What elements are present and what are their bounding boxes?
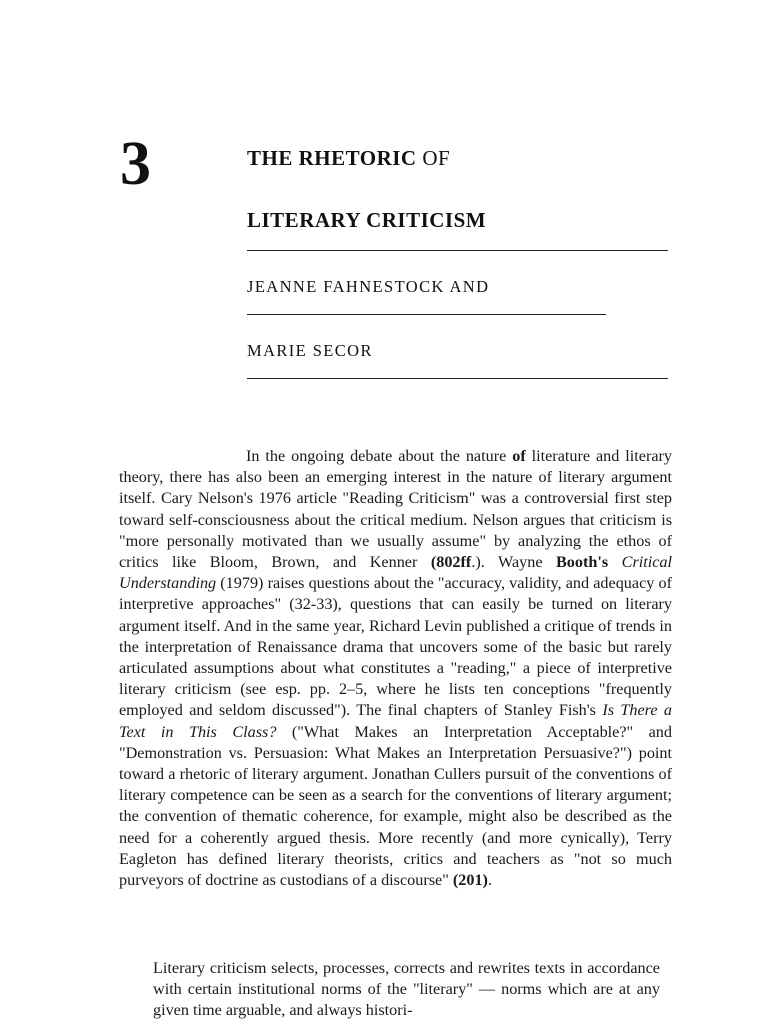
body-text: In the ongoing debate about the nature [246,447,513,465]
book-title-italic: Is There a Text in This Class? [119,701,672,741]
author-divider-1 [247,314,606,315]
body-text: (1979) raises questions about the "accuracy, validity, and adequacy of interpretive approaches" (32-33), questions that can easily be turned on literary argument itself. And in the same year, Richard Levin published a critique of trends in the interpretation of Renaissance drama that uncovers some of the basic but rarely articulated assumptions about what constitutes a "reading," a piece of interpretive literary criticism (see esp. pp. 2–5, where he lists ten conceptions "frequently employed and seldom discussed"). The final chapters of Stanley Fish's [119,574,672,720]
chapter-title-line-1 [247,146,450,171]
author-line-1: JEANNE FAHNESTOCK AND [247,277,490,296]
body-text: . [487,871,492,890]
chapter-title-bold: THE RHETORIC [247,146,417,170]
body-text [608,553,621,571]
body-text: ("What Makes an Interpretation Acceptable?" and "Demonstration vs. Persuasion: What Makes an Interpretation Persuasive?") point toward a rhetoric of literary argument. Jonathan Cullers pursuit of the conventions of literary competence can be seen as a search for the conventions of literary argument; the convention of thematic coherence, for example, might also be described as the need for a coherently argued thesis. More recently (and more cynically), Terry Eagleton has defined literary theorists, critics and teachers as "not so much purveyors of doctrine as custodians of a discourse" [119,722,672,890]
body-text-bold: of [512,447,526,465]
block-quote: Literary criticism selects, processes, corrects and rewrites texts in accordance with certain institutional norms of the "literary" — norms which are at any given time arguable, and always histori- [153,959,660,1020]
author-divider-2 [247,378,668,379]
body-text-bold: Booth's [555,553,609,572]
title-divider [247,250,668,251]
body-paragraph [119,446,672,891]
chapter-number: 3 [120,130,151,198]
book-title-italic: Critical Understanding [119,553,673,593]
body-text: literature and literary theory, there has also been an emerging interest in the nature of literary argument itself. Cary Nelson's 1976 article "Reading Criticism" was a controversial first step toward self-consciousness about the critical medium. Nelson argues that criticism is "more personally motivated than we usually assume" by analyzing the ethos of critics like Bloom, Brown, and Kenner [119,447,673,572]
author-line-2: MARIE SECOR [247,341,373,360]
citation-bold: (802ff [430,553,472,572]
chapter-title-line-2: LITERARY CRITICISM [247,208,487,232]
body-text: .). Wayne [471,553,556,572]
citation-bold: (201) [452,871,488,890]
chapter-title-of: OF [416,146,451,170]
